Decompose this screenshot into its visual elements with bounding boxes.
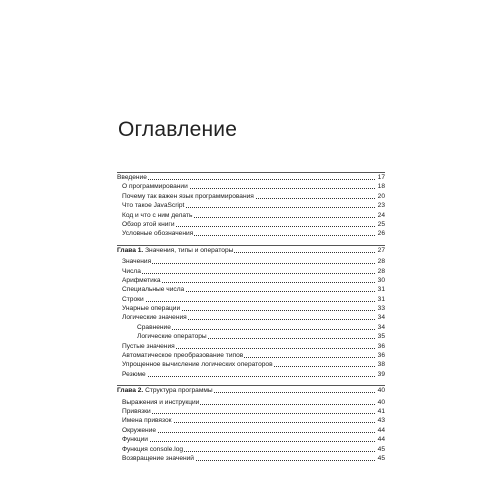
toc-entry[interactable]	[117, 445, 385, 454]
toc-entry[interactable]	[117, 276, 385, 285]
toc-entry-label: Функции	[122, 436, 148, 444]
toc-entry-label: Введение	[117, 174, 147, 181]
toc-entry-label: Возвращение значений	[122, 454, 194, 462]
toc-page-number: 30	[377, 276, 385, 284]
toc-entry[interactable]	[117, 332, 385, 341]
toc-entry-label: Числа	[122, 267, 141, 275]
toc-page-number: 28	[377, 267, 385, 275]
toc-entry-label: Почему так важен язык программирования	[122, 192, 254, 200]
toc-entry-label: Привязки	[122, 407, 151, 415]
toc-entry[interactable]	[117, 173, 385, 182]
dot-leader	[117, 179, 375, 180]
toc-entry[interactable]	[117, 182, 385, 191]
toc-page-number: 28	[377, 258, 385, 266]
toc-entry[interactable]	[117, 192, 385, 201]
toc-entry[interactable]	[117, 285, 385, 294]
chapter-number: Глава 2.	[117, 387, 144, 395]
toc-entry[interactable]	[117, 360, 385, 369]
toc-page-number: 36	[377, 342, 385, 350]
toc-entry-label: Сравнение	[137, 323, 171, 331]
toc-entry[interactable]	[117, 295, 385, 304]
toc-page-number: 43	[377, 417, 385, 425]
toc-entry-label: Пустые значения	[122, 342, 175, 350]
toc-entry-label: Условные обозначения	[122, 230, 194, 238]
toc-entry-label: Автоматическое преобразование типов	[122, 352, 244, 360]
toc-entry-label: Окружение	[122, 426, 157, 434]
toc-entry-label: Специальные числа	[122, 286, 185, 294]
toc-page-number: 31	[377, 295, 385, 303]
toc-entry-label	[117, 246, 234, 255]
dot-leader	[122, 413, 375, 414]
toc-page-number: 44	[377, 436, 385, 444]
page-title: Оглавление	[118, 118, 238, 141]
toc-page-number: 23	[377, 202, 385, 210]
toc-entry[interactable]	[117, 351, 385, 360]
toc-page-number: 39	[377, 370, 385, 378]
toc-page-number: 31	[377, 286, 385, 294]
toc-entry[interactable]	[117, 257, 385, 266]
toc-entry[interactable]	[117, 229, 385, 238]
toc-page-number: 18	[377, 183, 385, 191]
toc-page-number: 33	[377, 305, 385, 313]
toc-entry[interactable]	[117, 416, 385, 425]
toc-page-number: 36	[377, 352, 385, 360]
toc-chapter-entry[interactable]	[117, 385, 385, 397]
chapter-title: Структура программы	[143, 387, 213, 395]
toc-page-number: 45	[377, 454, 385, 462]
toc-page-number: 41	[377, 407, 385, 415]
toc-entry[interactable]	[117, 407, 385, 416]
toc-page-number: 40	[377, 387, 385, 395]
table-of-contents	[117, 172, 385, 463]
toc-page-number: 35	[377, 333, 385, 341]
toc-page-number: 34	[377, 323, 385, 331]
toc-entry-label: Строки	[122, 295, 144, 303]
toc-page-number: 17	[377, 174, 385, 181]
dot-leader	[122, 432, 375, 433]
toc-chapter-entry[interactable]	[117, 245, 385, 257]
chapter-gap	[117, 379, 385, 384]
dot-leader	[122, 301, 375, 302]
toc-page-number: 20	[377, 192, 385, 200]
toc-entry[interactable]	[117, 435, 385, 444]
toc-entry[interactable]	[117, 220, 385, 229]
toc-entry-label: Упрощенное вычисление логических операторов	[122, 361, 273, 369]
chapter-gap	[117, 239, 385, 244]
toc-entry-label: Арифметика	[122, 276, 161, 284]
toc-entry[interactable]	[117, 201, 385, 210]
toc-entry[interactable]	[117, 370, 385, 379]
toc-page-number: 25	[377, 220, 385, 228]
toc-entry-label: Резюме	[122, 370, 146, 378]
chapter-title: Значения, типы и операторы	[143, 246, 234, 254]
toc-entry[interactable]	[117, 304, 385, 313]
chapter-number: Глава 1.	[117, 246, 144, 254]
dot-leader	[122, 376, 375, 377]
dot-leader	[122, 441, 375, 442]
toc-page-number: 38	[377, 361, 385, 369]
dot-leader	[122, 273, 375, 274]
dot-leader	[137, 329, 375, 330]
toc-entry[interactable]	[117, 211, 385, 220]
toc-entry-label: Обзор этой книги	[122, 220, 175, 228]
toc-entry-label: Что такое JavaScript	[122, 202, 185, 210]
toc-entry-label: Функция console.log	[122, 445, 184, 453]
toc-entry-label: Значения	[122, 258, 152, 266]
toc-entry[interactable]	[117, 398, 385, 407]
toc-entry-label: Логические операторы	[137, 333, 207, 341]
dot-leader	[122, 263, 375, 264]
toc-entry-label	[117, 386, 214, 395]
toc-entry[interactable]	[117, 426, 385, 435]
toc-page-number: 34	[377, 314, 385, 322]
toc-entry[interactable]	[117, 313, 385, 322]
toc-entry[interactable]	[117, 323, 385, 332]
toc-page-number: 44	[377, 426, 385, 434]
toc-entry[interactable]	[117, 267, 385, 276]
toc-entry[interactable]	[117, 454, 385, 463]
toc-entry-label: Имена привязок	[122, 417, 172, 425]
toc-entry-label: Унарные операции	[122, 305, 181, 313]
toc-page-number: 45	[377, 445, 385, 453]
toc-page-number: 24	[377, 211, 385, 219]
toc-entry-label: Код и что с ним делать	[122, 211, 193, 219]
toc-entry[interactable]	[117, 342, 385, 351]
toc-entry-label: О программировании	[122, 183, 188, 191]
toc-page-number: 26	[377, 230, 385, 238]
toc-page-number: 27	[377, 246, 385, 254]
toc-entry-label: Логические значения	[122, 314, 187, 322]
toc-page-number: 40	[377, 398, 385, 406]
toc-entry-label: Выражения и инструкции	[122, 398, 200, 406]
